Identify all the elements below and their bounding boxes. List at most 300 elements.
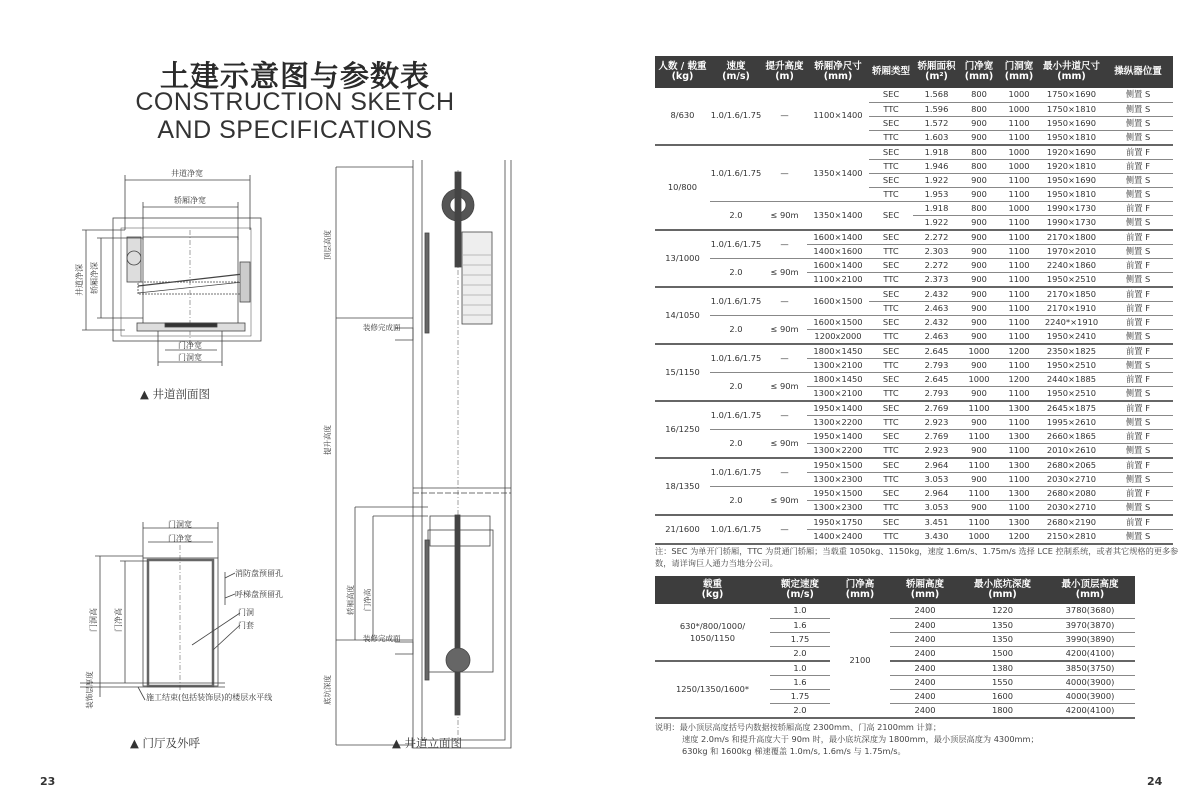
cell-speed: 2.0 — [710, 258, 762, 287]
cell-car-type: TTC — [869, 187, 913, 201]
cell-lift: ≤ 90m — [762, 487, 807, 516]
cell-shaft-size: 1950×2510 — [1040, 272, 1103, 287]
cell-speed: 1.6 — [770, 675, 830, 689]
cell-door-width: 1100 — [960, 430, 998, 444]
cell-door-width: 900 — [960, 330, 998, 345]
cell-shaft-size: 1950×2410 — [1040, 330, 1103, 345]
cell-car-size: 1300×2200 — [807, 416, 869, 430]
cell-load: 8/630 — [655, 88, 710, 145]
cell-area: 2.645 — [913, 373, 960, 387]
cell-car-type: TTC — [869, 130, 913, 145]
cell-shaft-size: 1970×2010 — [1040, 244, 1103, 258]
cell-area: 1.946 — [913, 159, 960, 173]
cell-opening-width: 1100 — [998, 501, 1040, 516]
cell-shaft-size: 2170×1850 — [1040, 287, 1103, 302]
table-row — [655, 604, 1135, 618]
label-door-clear-width: 门净宽 — [168, 534, 192, 543]
cell-car-type: TTC — [869, 244, 913, 258]
table-row — [655, 230, 1173, 245]
column-header: 人数 / 载重 (kg) — [655, 56, 710, 88]
cell-shaft-size: 2010×2610 — [1040, 444, 1103, 459]
pit-overhead-table — [655, 576, 1135, 719]
cell-car-type: TTC — [869, 159, 913, 173]
cell-door-width: 900 — [960, 287, 998, 302]
cell-area: 1.953 — [913, 187, 960, 201]
table-header-row — [655, 56, 1173, 88]
cell-lift: — — [762, 515, 807, 544]
cell-car-size: 1800×1450 — [807, 344, 869, 359]
cell-opening-width: 1200 — [998, 344, 1040, 359]
cell-opening-width: 1100 — [998, 473, 1040, 487]
cell-door-width: 900 — [960, 230, 998, 245]
table-row — [655, 145, 1173, 160]
caption-door-hall: ▲ 门厅及外呼 — [130, 736, 200, 750]
cell-opening-width: 1100 — [998, 387, 1040, 402]
cell-opening-width: 1100 — [998, 359, 1040, 373]
cell-load: 14/1050 — [655, 287, 710, 344]
page-title: 土建示意图与参数表 — [159, 59, 430, 93]
cell-door-width: 900 — [960, 116, 998, 130]
cell-area: 3.053 — [913, 501, 960, 516]
cell-door-width: 900 — [960, 173, 998, 187]
column-header: 额定速度 (m/s) — [770, 576, 830, 604]
column-header: 速度 (m/s) — [710, 56, 762, 88]
table-row — [655, 515, 1173, 530]
cell-control-position: 侧置 S — [1103, 473, 1173, 487]
cell-opening-width: 1100 — [998, 287, 1040, 302]
column-header: 操纵器位置 — [1103, 56, 1173, 88]
cell-opening-width: 1100 — [998, 315, 1040, 329]
cell-car-type: SEC — [869, 458, 913, 473]
cell-door-width: 1000 — [960, 530, 998, 545]
cell-shaft-size: 1990×1730 — [1040, 201, 1103, 215]
door-hall-diagram — [80, 522, 240, 700]
cell-area: 2.793 — [913, 387, 960, 402]
column-header: 轿厢净尺寸 (mm) — [807, 56, 869, 88]
cell-control-position: 前置 F — [1103, 344, 1173, 359]
cell-area: 1.922 — [913, 215, 960, 230]
cell-overhead: 3990(3890) — [1045, 632, 1135, 646]
cell-speed: 1.0/1.6/1.75 — [710, 515, 762, 544]
table-row — [655, 487, 1173, 501]
cell-car-height: 2400 — [890, 689, 960, 703]
page-subtitle-1: CONSTRUCTION SKETCH — [135, 88, 455, 116]
cell-opening-width: 1000 — [998, 88, 1040, 102]
cell-door-width: 1000 — [960, 373, 998, 387]
cell-load: 1250/1350/1600* — [655, 661, 770, 718]
cell-control-position: 侧置 S — [1103, 416, 1173, 430]
cell-car-type: SEC — [869, 315, 913, 329]
column-header: 轿厢高度 (mm) — [890, 576, 960, 604]
cell-control-position: 前置 F — [1103, 258, 1173, 272]
cell-shaft-size: 2680×2065 — [1040, 458, 1103, 473]
cell-shaft-size: 1950×1810 — [1040, 130, 1103, 145]
cell-opening-width: 1100 — [998, 116, 1040, 130]
cell-control-position: 侧置 S — [1103, 530, 1173, 545]
cell-car-size: 1350×1400 — [807, 201, 869, 230]
table-row — [655, 430, 1173, 444]
cell-speed: 1.0/1.6/1.75 — [710, 230, 762, 259]
cell-opening-width: 1200 — [998, 373, 1040, 387]
cell-shaft-size: 1920×1810 — [1040, 159, 1103, 173]
cell-overhead: 4200(4100) — [1045, 646, 1135, 661]
cell-area: 2.645 — [913, 344, 960, 359]
cell-opening-width: 1100 — [998, 444, 1040, 459]
cell-opening-width: 1100 — [998, 258, 1040, 272]
table-row — [655, 458, 1173, 473]
cell-area: 2.923 — [913, 444, 960, 459]
cell-shaft-size: 2030×2710 — [1040, 501, 1103, 516]
shaft-elevation-diagram — [336, 160, 511, 748]
shaft-plan-diagram — [82, 175, 261, 366]
cell-overhead: 3970(3870) — [1045, 618, 1135, 632]
cell-door-width: 800 — [960, 88, 998, 102]
caption-elevation: ▲ 井道立面图 — [392, 736, 462, 750]
cell-control-position: 前置 F — [1103, 401, 1173, 416]
cell-area: 2.964 — [913, 487, 960, 501]
cell-lift: ≤ 90m — [762, 201, 807, 230]
cell-shaft-size: 2645×1875 — [1040, 401, 1103, 416]
cell-door-width: 800 — [960, 201, 998, 215]
cell-shaft-size: 1990×1730 — [1040, 215, 1103, 230]
cell-area: 2.769 — [913, 430, 960, 444]
page-subtitle-2: AND SPECIFICATIONS — [157, 116, 433, 144]
cell-shaft-size: 1750×1810 — [1040, 102, 1103, 116]
label-fire-box: 消防盘预留孔 — [235, 569, 283, 578]
cell-car-type: SEC — [869, 373, 913, 387]
cell-speed: 1.0/1.6/1.75 — [710, 145, 762, 202]
cell-shaft-size: 1950×2510 — [1040, 387, 1103, 402]
cell-opening-width: 1100 — [998, 272, 1040, 287]
cell-car-height: 2400 — [890, 646, 960, 661]
cell-shaft-size: 1950×1690 — [1040, 173, 1103, 187]
cell-area: 2.373 — [913, 272, 960, 287]
cell-door-width: 800 — [960, 159, 998, 173]
cell-opening-width: 1200 — [998, 530, 1040, 545]
table1-note: 注：SEC 为单开门轿厢，TTC 为贯通门轿厢；当载重 1050kg、1150kg，速度 1.6m/s、1.75m/s 选择 LCE 控制系统，或者其它规格的更多参数，请详询巨人通力当地分公司。 — [655, 546, 1179, 568]
cell-door-width: 900 — [960, 272, 998, 287]
cell-car-size: 1400×1600 — [807, 244, 869, 258]
table-row — [655, 88, 1173, 102]
cell-speed: 1.0/1.6/1.75 — [710, 458, 762, 487]
cell-area: 3.451 — [913, 515, 960, 530]
cell-shaft-size: 1920×1690 — [1040, 145, 1103, 160]
cell-car-type: SEC — [869, 116, 913, 130]
cell-control-position: 侧置 S — [1103, 173, 1173, 187]
table-row — [655, 315, 1173, 329]
cell-lift: — — [762, 458, 807, 487]
column-header: 门净宽 (mm) — [960, 56, 998, 88]
cell-car-type: TTC — [869, 359, 913, 373]
cell-car-size: 1600×1400 — [807, 230, 869, 245]
cell-control-position: 侧置 S — [1103, 130, 1173, 145]
cell-area: 2.432 — [913, 315, 960, 329]
cell-car-size: 1400×2400 — [807, 530, 869, 545]
cell-door-width: 1100 — [960, 401, 998, 416]
label-clear-height: 门净高 — [114, 608, 123, 632]
column-header: 提升高度 (m) — [762, 56, 807, 88]
specifications-table — [655, 56, 1173, 545]
cell-door-width: 900 — [960, 187, 998, 201]
cell-pit-depth: 1600 — [960, 689, 1045, 703]
cell-car-size: 1950×1400 — [807, 430, 869, 444]
cell-car-type: TTC — [869, 444, 913, 459]
cell-area: 1.596 — [913, 102, 960, 116]
cell-overhead: 4200(4100) — [1045, 703, 1135, 718]
cell-opening-width: 1300 — [998, 401, 1040, 416]
cell-area: 1.572 — [913, 116, 960, 130]
cell-door-height: 2100 — [830, 604, 890, 718]
cell-load: 10/800 — [655, 145, 710, 230]
cell-area: 2.303 — [913, 244, 960, 258]
cell-control-position: 前置 F — [1103, 373, 1173, 387]
label-car-height: 轿厢高度 — [346, 585, 355, 615]
cell-speed: 2.0 — [710, 315, 762, 344]
label-door-opening-width: 门洞宽 — [168, 520, 192, 529]
cell-load: 18/1350 — [655, 458, 710, 515]
cell-door-width: 1100 — [960, 487, 998, 501]
cell-pit-depth: 1350 — [960, 618, 1045, 632]
cell-car-type: SEC — [869, 344, 913, 359]
label-finish-thickness: 装饰层厚度 — [85, 671, 94, 709]
table-row — [655, 401, 1173, 416]
cell-car-size: 1600×1400 — [807, 258, 869, 272]
cell-control-position: 前置 F — [1103, 458, 1173, 473]
table-header-row — [655, 576, 1135, 604]
cell-car-size: 1950×1500 — [807, 487, 869, 501]
cell-car-height: 2400 — [890, 632, 960, 646]
cell-load: 13/1000 — [655, 230, 710, 287]
cell-pit-depth: 1220 — [960, 604, 1045, 618]
cell-car-size: 1950×1750 — [807, 515, 869, 530]
cell-opening-width: 1100 — [998, 301, 1040, 315]
column-header: 最小底坑深度 (mm) — [960, 576, 1045, 604]
cell-car-type: TTC — [869, 416, 913, 430]
table-row — [655, 287, 1173, 302]
column-header: 载重 (kg) — [655, 576, 770, 604]
cell-car-height: 2400 — [890, 675, 960, 689]
cell-speed: 1.0/1.6/1.75 — [710, 287, 762, 316]
cell-door-width: 900 — [960, 359, 998, 373]
cell-area: 2.923 — [913, 416, 960, 430]
cell-car-type: SEC — [869, 401, 913, 416]
cell-control-position: 侧置 S — [1103, 444, 1173, 459]
cell-pit-depth: 1350 — [960, 632, 1045, 646]
label-car-depth: 轿厢净深 — [90, 262, 99, 294]
note-line: 速度 2.0m/s 和提升高度大于 90m 时，最小底坑深度为 1800mm，最小顶层高度为 4300mm； — [682, 734, 1039, 744]
cell-opening-width: 1100 — [998, 244, 1040, 258]
cell-car-size: 1600×1500 — [807, 287, 869, 316]
cell-control-position: 侧置 S — [1103, 330, 1173, 345]
cell-speed: 2.0 — [710, 487, 762, 516]
cell-car-size: 1300×2100 — [807, 387, 869, 402]
cell-car-type: TTC — [869, 102, 913, 116]
cell-opening-width: 1000 — [998, 145, 1040, 160]
cell-car-type: TTC — [869, 530, 913, 545]
cell-area: 1.922 — [913, 173, 960, 187]
cell-control-position: 侧置 S — [1103, 187, 1173, 201]
cell-control-position: 前置 F — [1103, 145, 1173, 160]
cell-control-position: 侧置 S — [1103, 501, 1173, 516]
table-row — [655, 661, 1135, 676]
cell-car-size: 1200x2000 — [807, 330, 869, 345]
cell-speed: 1.0 — [770, 604, 830, 618]
cell-opening-width: 1100 — [998, 215, 1040, 230]
cell-opening-width: 1100 — [998, 330, 1040, 345]
cell-area: 3.430 — [913, 530, 960, 545]
label-opening-height: 门洞高 — [89, 608, 98, 632]
cell-opening-width: 1300 — [998, 458, 1040, 473]
cell-car-type: SEC — [869, 430, 913, 444]
column-header: 最小井道尺寸 (mm) — [1040, 56, 1103, 88]
cell-control-position: 侧置 S — [1103, 387, 1173, 402]
cell-car-type: SEC — [869, 515, 913, 530]
cell-overhead: 3780(3680) — [1045, 604, 1135, 618]
cell-car-size: 1100×1400 — [807, 88, 869, 145]
cell-car-size: 1950×1400 — [807, 401, 869, 416]
cell-opening-width: 1100 — [998, 187, 1040, 201]
cell-lift: ≤ 90m — [762, 373, 807, 402]
cell-car-type: TTC — [869, 501, 913, 516]
cell-opening-width: 1100 — [998, 130, 1040, 145]
cell-control-position: 侧置 S — [1103, 244, 1173, 258]
cell-shaft-size: 1995×2610 — [1040, 416, 1103, 430]
cell-door-width: 900 — [960, 130, 998, 145]
cell-door-width: 900 — [960, 315, 998, 329]
cell-speed: 2.0 — [710, 430, 762, 459]
cell-shaft-size: 2170×1910 — [1040, 301, 1103, 315]
cell-car-type: SEC — [869, 487, 913, 501]
cell-car-type: SEC — [869, 287, 913, 302]
cell-area: 2.769 — [913, 401, 960, 416]
label-door-height: 门净高 — [363, 588, 372, 612]
cell-control-position: 侧置 S — [1103, 215, 1173, 230]
label-call-box: 呼梯盘预留孔 — [235, 590, 283, 599]
cell-lift: — — [762, 401, 807, 430]
cell-speed: 2.0 — [770, 703, 830, 718]
cell-shaft-size: 2150×2810 — [1040, 530, 1103, 545]
cell-area: 2.463 — [913, 301, 960, 315]
cell-car-type: TTC — [869, 387, 913, 402]
cell-load: 16/1250 — [655, 401, 710, 458]
cell-shaft-size: 2240*×1910 — [1040, 315, 1103, 329]
cell-shaft-size: 2680×2080 — [1040, 487, 1103, 501]
table-row — [655, 373, 1173, 387]
cell-control-position: 前置 F — [1103, 287, 1173, 302]
cell-shaft-size: 2170×1800 — [1040, 230, 1103, 245]
cell-overhead: 4000(3900) — [1045, 689, 1135, 703]
cell-door-width: 1100 — [960, 515, 998, 530]
cell-car-type: TTC — [869, 301, 913, 315]
cell-pit-depth: 1550 — [960, 675, 1045, 689]
cell-load: 21/1600 — [655, 515, 710, 544]
cell-opening-width: 1000 — [998, 102, 1040, 116]
cell-car-type: SEC — [869, 258, 913, 272]
cell-control-position: 侧置 S — [1103, 102, 1173, 116]
cell-area: 3.053 — [913, 473, 960, 487]
caption-shaft-plan: ▲ 井道剖面图 — [140, 387, 210, 401]
column-header: 门洞宽 (mm) — [998, 56, 1040, 88]
cell-car-type: SEC — [869, 173, 913, 187]
cell-speed: 2.0 — [770, 646, 830, 661]
cell-area: 1.568 — [913, 88, 960, 102]
cell-control-position: 前置 F — [1103, 315, 1173, 329]
cell-load: 15/1150 — [655, 344, 710, 401]
cell-lift: — — [762, 344, 807, 373]
cell-shaft-size: 1950×1810 — [1040, 187, 1103, 201]
cell-lift: — — [762, 145, 807, 202]
cell-lift: ≤ 90m — [762, 430, 807, 459]
cell-car-type: SEC — [869, 230, 913, 245]
cell-opening-width: 1100 — [998, 230, 1040, 245]
cell-opening-width: 1100 — [998, 416, 1040, 430]
cell-door-width: 1000 — [960, 344, 998, 359]
cell-area: 2.432 — [913, 287, 960, 302]
cell-car-size: 1300×2200 — [807, 444, 869, 459]
cell-area: 1.918 — [913, 201, 960, 215]
cell-control-position: 侧置 S — [1103, 359, 1173, 373]
cell-lift: ≤ 90m — [762, 258, 807, 287]
cell-door-width: 900 — [960, 244, 998, 258]
cell-area: 2.272 — [913, 230, 960, 245]
label-floor-line: 施工结束(包括装饰层)的楼层水平线 — [146, 693, 273, 702]
cell-door-width: 900 — [960, 387, 998, 402]
cell-control-position: 前置 F — [1103, 201, 1173, 215]
cell-speed: 1.0/1.6/1.75 — [710, 401, 762, 430]
cell-shaft-size: 1750×1690 — [1040, 88, 1103, 102]
page-number-right: 24 — [1147, 775, 1163, 788]
cell-speed: 2.0 — [710, 201, 762, 230]
cell-lift: — — [762, 230, 807, 259]
cell-shaft-size: 2440×1885 — [1040, 373, 1103, 387]
cell-car-type: SEC — [869, 201, 913, 230]
cell-door-width: 900 — [960, 258, 998, 272]
cell-speed: 2.0 — [710, 373, 762, 402]
cell-door-width: 900 — [960, 473, 998, 487]
label-frame: 门套 — [238, 621, 254, 630]
cell-control-position: 前置 F — [1103, 301, 1173, 315]
cell-opening-width: 1300 — [998, 487, 1040, 501]
cell-control-position: 前置 F — [1103, 430, 1173, 444]
cell-car-size: 1300×2300 — [807, 473, 869, 487]
note-line: 说明：最小顶层高度括号内数据按轿厢高度 2300mm、门高 2100mm 计算； — [655, 722, 942, 732]
cell-opening-width: 1000 — [998, 201, 1040, 215]
label-door-clear: 门净宽 — [178, 341, 202, 350]
label-car-width: 轿厢净宽 — [174, 196, 206, 205]
label-shaft-depth: 井道净深 — [75, 264, 84, 296]
cell-car-size: 1800×1450 — [807, 373, 869, 387]
cell-pit-depth: 1800 — [960, 703, 1045, 718]
cell-shaft-size: 2030×2710 — [1040, 473, 1103, 487]
cell-pit-depth: 1380 — [960, 661, 1045, 676]
cell-car-size: 1950×1500 — [807, 458, 869, 473]
cell-speed: 1.0 — [770, 661, 830, 676]
cell-door-width: 800 — [960, 102, 998, 116]
cell-speed: 1.6 — [770, 618, 830, 632]
cell-control-position: 侧置 S — [1103, 88, 1173, 102]
cell-control-position: 前置 F — [1103, 230, 1173, 245]
cell-control-position: 前置 F — [1103, 515, 1173, 530]
cell-car-height: 2400 — [890, 618, 960, 632]
cell-shaft-size: 1950×1690 — [1040, 116, 1103, 130]
column-header: 门净高 (mm) — [830, 576, 890, 604]
note-line: 630kg 和 1600kg 梯速覆盖 1.0m/s, 1.6m/s 与 1.75m/s。 — [682, 746, 906, 756]
cell-control-position: 前置 F — [1103, 159, 1173, 173]
cell-opening-width: 1000 — [998, 159, 1040, 173]
label-pit: 底坑深度 — [323, 675, 332, 705]
cell-area: 2.793 — [913, 359, 960, 373]
cell-car-height: 2400 — [890, 703, 960, 718]
